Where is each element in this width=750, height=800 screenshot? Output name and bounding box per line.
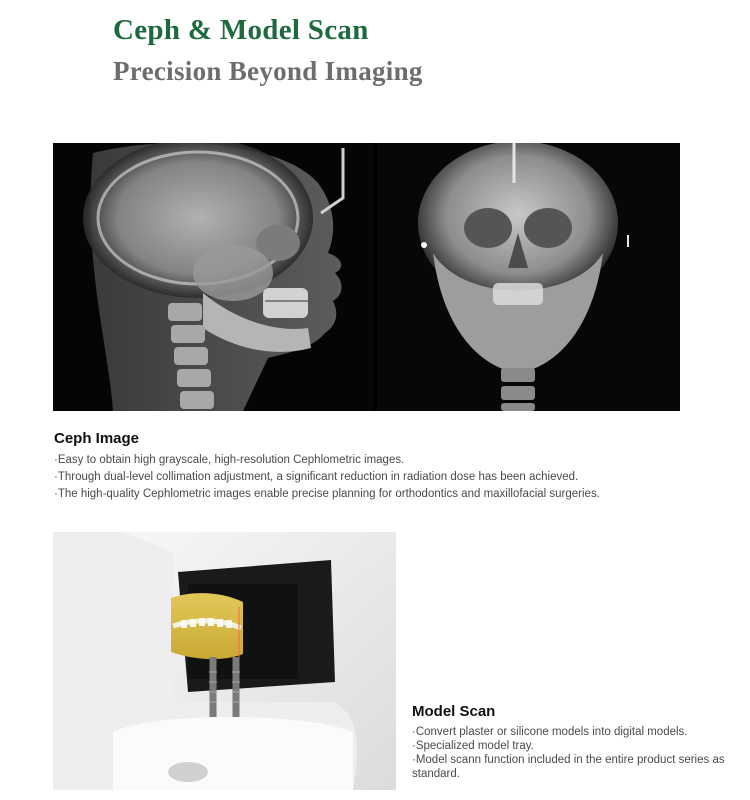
- model-scan-bullet: ·Model scann function included in the entire product series as standard.: [412, 754, 725, 780]
- model-scan-heading: Model Scan: [412, 703, 496, 720]
- model-scan-bullet: ·Specialized model tray.: [412, 740, 534, 752]
- ceph-bullet: ·Easy to obtain high grayscale, high-resolution Cephlometric images.: [54, 454, 405, 466]
- model-scan-bullet: ·Convert plaster or silicone models into digital models.: [412, 726, 688, 738]
- lateral-ceph-xray: [53, 143, 373, 411]
- page-subtitle: Precision Beyond Imaging: [113, 56, 423, 86]
- ceph-image-heading: Ceph Image: [54, 430, 140, 447]
- ceph-bullet: ·The high-quality Cephlometric images enable precise planning for orthodontics and maxillofacial surgeries.: [54, 488, 600, 500]
- page-title: Ceph & Model Scan: [113, 14, 369, 46]
- model-scan-section: [412, 703, 742, 781]
- ceph-image-section: [54, 430, 734, 503]
- ceph-bullet: ·Through dual-level collimation adjustment, a significant reduction in radiation dose has been achieved.: [54, 471, 579, 483]
- ceph-xray-images: [53, 143, 680, 411]
- frontal-ceph-xray: [377, 143, 680, 411]
- model-scan-photo: [53, 532, 396, 790]
